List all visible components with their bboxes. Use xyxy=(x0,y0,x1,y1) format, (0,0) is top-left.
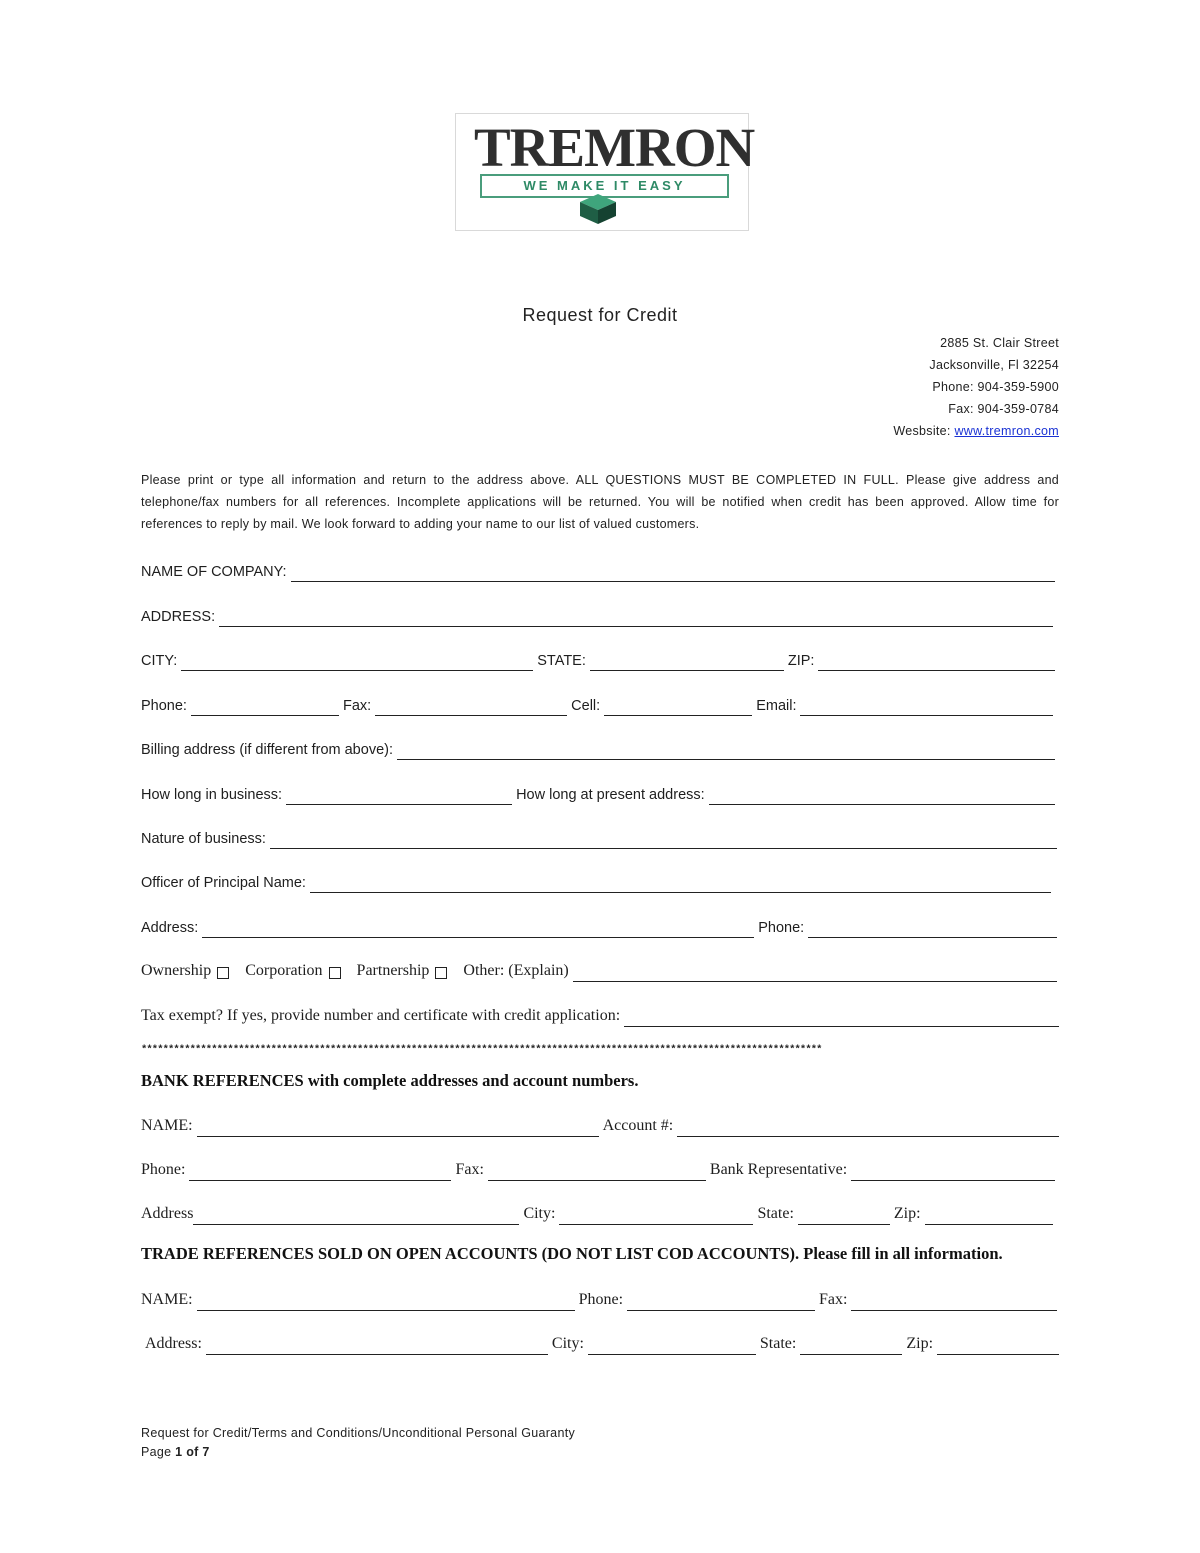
bank-name-label: NAME: xyxy=(141,1117,193,1134)
cell-field[interactable] xyxy=(604,697,752,716)
bank-zip-label: Zip: xyxy=(893,1205,921,1222)
website-label: Wesbsite: xyxy=(893,424,955,438)
nature-field[interactable] xyxy=(270,830,1057,849)
officer-address-field[interactable] xyxy=(202,919,754,938)
partnership-label: Partnership xyxy=(356,962,430,979)
bank-address-row xyxy=(141,1201,1059,1225)
ownership-row xyxy=(141,958,1059,982)
billing-row xyxy=(141,736,1059,760)
officer-field[interactable] xyxy=(310,874,1051,893)
bank-representative-field[interactable] xyxy=(851,1162,1055,1181)
city-field[interactable] xyxy=(181,652,533,671)
address-field[interactable] xyxy=(219,608,1053,627)
trade-state-label: State: xyxy=(759,1335,797,1352)
bank-contact-row xyxy=(141,1157,1059,1181)
billing-label: Billing address (if different from above): xyxy=(141,742,393,758)
page-of: of xyxy=(182,1445,203,1459)
logo-tagline: WE MAKE IT EASY xyxy=(523,178,686,193)
zip-field[interactable] xyxy=(818,652,1055,671)
trade-phone-field[interactable] xyxy=(627,1292,815,1311)
officer-row xyxy=(141,869,1059,893)
nature-label: Nature of business: xyxy=(141,831,266,847)
bank-state-field[interactable] xyxy=(798,1206,890,1225)
separator-line: ****************************************************************************************************************************** xyxy=(141,1044,822,1056)
tax-exempt-label: Tax exempt? If yes, provide number and certificate with credit application: xyxy=(141,1007,621,1024)
officer-label: Officer of Principal Name: xyxy=(141,875,306,891)
bank-zip-field[interactable] xyxy=(925,1206,1053,1225)
page-current: 1 xyxy=(175,1445,183,1459)
bank-state-label: State: xyxy=(757,1205,794,1222)
bank-address-label: Address xyxy=(141,1205,194,1222)
phone-field[interactable] xyxy=(191,697,339,716)
company-name-label: NAME OF COMPANY: xyxy=(141,564,287,580)
trade-phone-label: Phone: xyxy=(578,1291,624,1308)
officer-address-row xyxy=(141,914,1059,938)
bank-name-field[interactable] xyxy=(197,1118,599,1137)
trade-city-field[interactable] xyxy=(588,1336,756,1355)
how-long-business-field[interactable] xyxy=(286,786,512,805)
trade-state-field[interactable] xyxy=(800,1336,902,1355)
contact-row xyxy=(141,692,1059,716)
cube-icon xyxy=(576,192,620,226)
phone-label: Phone: xyxy=(141,698,187,714)
ownership-label: Ownership xyxy=(141,962,212,979)
cell-label: Cell: xyxy=(571,698,601,714)
footer-document-title: Request for Credit/Terms and Conditions/Unconditional Personal Guaranty xyxy=(141,1426,576,1440)
state-label: STATE: xyxy=(537,653,586,669)
ownership-checkbox[interactable] xyxy=(217,967,229,979)
trade-name-label: NAME: xyxy=(141,1291,193,1308)
city-label: CITY: xyxy=(141,653,178,669)
trade-address-label: Address: xyxy=(145,1335,202,1352)
nature-row xyxy=(141,825,1059,849)
address-label: ADDRESS: xyxy=(141,609,216,625)
bank-name-row xyxy=(141,1113,1059,1137)
fax-label: Fax: xyxy=(342,698,372,714)
city-state-zip-row xyxy=(141,647,1059,671)
how-long-business-label: How long in business: xyxy=(141,787,283,803)
officer-phone-label: Phone: xyxy=(758,920,805,936)
address-city: Jacksonville, Fl 32254 xyxy=(929,358,1059,372)
email-label: Email: xyxy=(756,698,797,714)
state-field[interactable] xyxy=(590,652,784,671)
address-row xyxy=(141,603,1059,627)
partnership-checkbox[interactable] xyxy=(435,967,447,979)
officer-address-label: Address: xyxy=(141,920,199,936)
address-website xyxy=(893,424,1059,438)
tax-exempt-field[interactable] xyxy=(624,1008,1059,1027)
fax-field[interactable] xyxy=(375,697,567,716)
business-duration-row xyxy=(141,781,1059,805)
officer-phone-field[interactable] xyxy=(808,919,1057,938)
bank-representative-label: Bank Representative: xyxy=(709,1161,848,1178)
page-total: 7 xyxy=(202,1445,210,1459)
bank-references-heading: BANK REFERENCES with complete addresses and account numbers. xyxy=(141,1071,639,1090)
company-name-row xyxy=(141,558,1059,582)
trade-zip-label: Zip: xyxy=(906,1335,934,1352)
company-logo xyxy=(455,113,755,231)
bank-phone-label: Phone: xyxy=(141,1161,186,1178)
address-fax: Fax: 904-359-0784 xyxy=(948,402,1059,416)
address-street: 2885 St. Clair Street xyxy=(940,336,1059,350)
other-explain-field[interactable] xyxy=(573,963,1057,982)
zip-label: ZIP: xyxy=(787,653,815,669)
tax-exempt-row xyxy=(141,1003,1059,1027)
company-name-field[interactable] xyxy=(291,563,1055,582)
trade-references-heading: TRADE REFERENCES SOLD ON OPEN ACCOUNTS (DO NOT LIST COD ACCOUNTS). Please fill in all information. xyxy=(141,1244,1003,1263)
email-field[interactable] xyxy=(800,697,1053,716)
trade-zip-field[interactable] xyxy=(937,1336,1059,1355)
instructions-paragraph: Please print or type all information and return to the address above. ALL QUESTIONS MUST BE COMPLETED IN FULL. Please give address and telephone/fax numbers for all references. Incomplete applications will be returned. You will be notified when credit has been approved. Allow time for references to reply by mail. We look forward to adding your name to our list of valued customers. xyxy=(141,473,1059,531)
page-title: Request for Credit xyxy=(522,305,678,325)
how-long-address-field[interactable] xyxy=(709,786,1055,805)
other-label: Other: (Explain) xyxy=(463,962,569,979)
how-long-address-label: How long at present address: xyxy=(516,787,705,803)
trade-address-row xyxy=(145,1331,1059,1355)
trade-address-field[interactable] xyxy=(206,1336,548,1355)
bank-address-field[interactable] xyxy=(193,1206,519,1225)
bank-account-label: Account #: xyxy=(602,1117,674,1134)
address-phone: Phone: 904-359-5900 xyxy=(932,380,1059,394)
trade-fax-label: Fax: xyxy=(819,1291,848,1308)
bank-fax-field[interactable] xyxy=(488,1162,706,1181)
trade-fax-field[interactable] xyxy=(851,1292,1057,1311)
trade-name-row xyxy=(141,1287,1059,1311)
trade-city-label: City: xyxy=(551,1335,584,1352)
bank-city-label: City: xyxy=(523,1205,556,1222)
page-prefix: Page xyxy=(141,1445,176,1459)
trade-name-field[interactable] xyxy=(197,1292,575,1311)
billing-field[interactable] xyxy=(397,741,1055,760)
bank-city-field[interactable] xyxy=(559,1206,753,1225)
logo-wordmark: TREMRON xyxy=(474,117,755,178)
corporation-label: Corporation xyxy=(245,962,323,979)
bank-phone-field[interactable] xyxy=(189,1162,451,1181)
corporation-checkbox[interactable] xyxy=(329,967,341,979)
website-link[interactable]: www.tremron.com xyxy=(954,424,1059,438)
footer-page-number xyxy=(141,1445,210,1459)
bank-fax-label: Fax: xyxy=(455,1161,484,1178)
bank-account-field[interactable] xyxy=(677,1118,1059,1137)
